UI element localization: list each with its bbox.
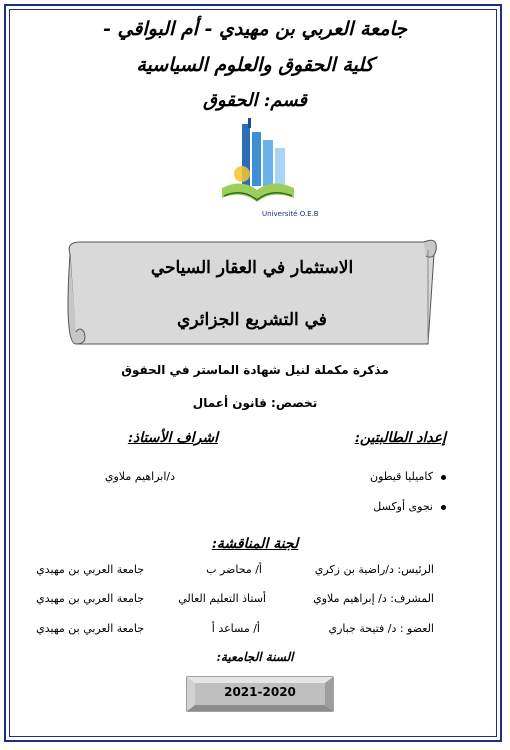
committee-heading: لجنة المناقشة: <box>211 536 299 552</box>
committee-member-name: الرئيس: د/راضية بن زكري <box>314 563 434 576</box>
university-logo <box>202 118 319 226</box>
student-name: نجوى أوكسل <box>373 500 433 513</box>
supervisor-heading: اشراف الأستاذ: <box>127 430 218 446</box>
university-name: جامعة العربي بن مهيدي - أم البواقي - <box>102 18 408 40</box>
thesis-title-line1: الاستثمار في العقار السياحي <box>150 258 354 278</box>
committee-member-rank: أستاذ التعليم العالي <box>178 592 266 605</box>
students-heading: إعداد الطالبتين: <box>354 430 446 446</box>
committee-member-university: جامعة العربي بن مهيدي <box>36 622 144 635</box>
bullet-icon <box>441 505 446 510</box>
thesis-subtitle: مذكرة مكملة لنيل شهادة الماستر في الحقوق <box>121 363 389 377</box>
student-item <box>373 500 446 513</box>
academic-year-label: السنة الجامعية: <box>216 650 294 664</box>
supervisor-name: د/ابراهيم ملاوي <box>104 470 175 483</box>
department-name: قسم: الحقوق <box>202 90 308 111</box>
faculty-name: كلية الحقوق والعلوم السياسية <box>136 54 374 76</box>
committee-member-university: جامعة العربي بن مهيدي <box>36 592 144 605</box>
committee-member-rank: أ/ محاضر ب <box>206 563 262 576</box>
bullet-icon <box>441 475 446 480</box>
specialty: تخصص: قانون أعمال <box>192 396 318 410</box>
committee-member-rank: أ/ مساعد أ <box>211 622 260 635</box>
student-name: كاميليا قيطون <box>370 470 433 483</box>
logo-caption: Université O.E.B <box>262 210 319 218</box>
committee-member-name: العضو : د/ فتيحة جباري <box>328 622 434 635</box>
student-item <box>370 470 446 483</box>
thesis-title-line2: في التشريع الجزائري <box>177 310 327 330</box>
committee-member-name: المشرف: د/ إبراهيم ملاوي <box>313 592 434 605</box>
title-scroll <box>66 232 438 354</box>
committee-member-university: جامعة العربي بن مهيدي <box>36 563 144 576</box>
academic-year-value: 2021-2020 <box>224 685 296 699</box>
